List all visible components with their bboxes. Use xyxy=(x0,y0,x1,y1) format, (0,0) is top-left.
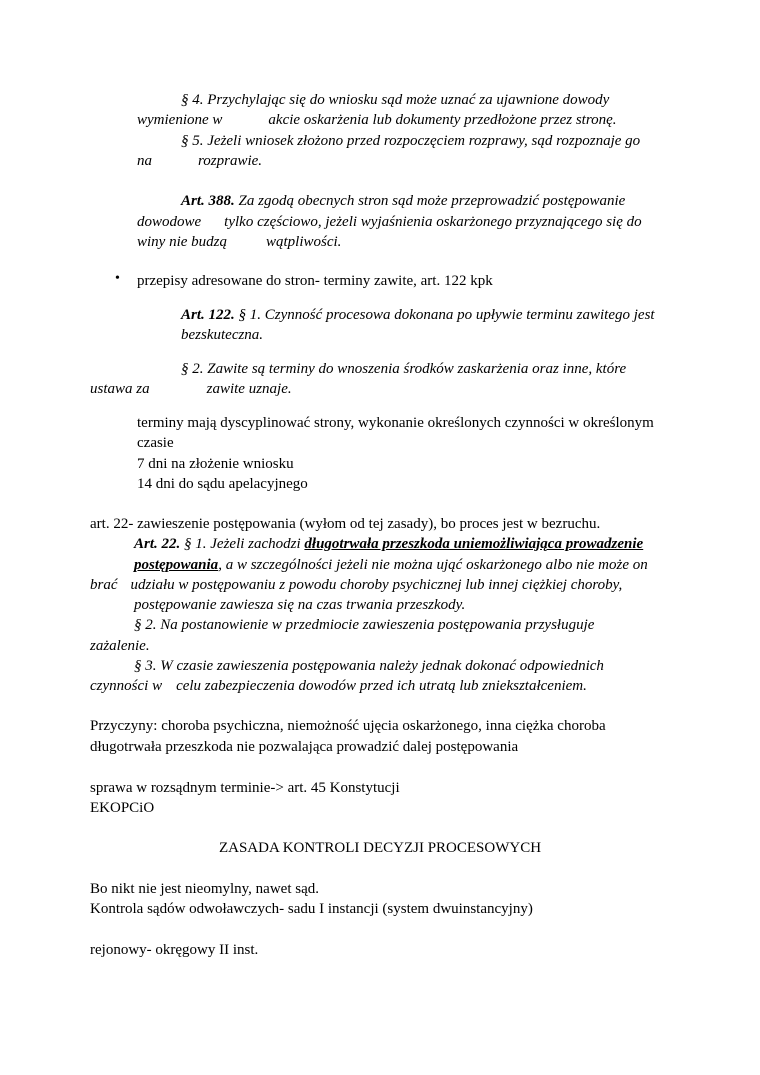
art22-p2-line1: § 2. Na postanowienie w przedmiocie zawieszenia postępowania przysługuje xyxy=(134,617,595,633)
terms-line3: 7 dni na złożenie wniosku xyxy=(137,456,294,472)
text-span: zawite uznaje. xyxy=(206,381,292,397)
bullet-text: przepisy adresowane do stron- terminy zawite, art. 122 kpk xyxy=(137,273,493,289)
text-span: § 1. Czynność procesowa dokonana po upływie terminu zawitego jest xyxy=(234,307,655,323)
art22-emphasis: długotrwała przeszkoda uniemożliwiająca prowadzenie xyxy=(304,536,644,552)
text-span: celu zabezpieczenia dowodów przed ich utratą lub zniekształceniem. xyxy=(176,678,587,694)
art122-label: Art. 122. xyxy=(181,307,235,323)
text-span: dowodowe xyxy=(137,214,202,230)
text-span: brać xyxy=(90,577,118,593)
art22-p2-line2: zażalenie. xyxy=(90,638,150,654)
causes-line2: długotrwała przeszkoda nie pozwalająca prowadzić dalej postępowania xyxy=(90,739,519,755)
reasonable-line1: sprawa w rozsądnym terminie-> art. 45 Konstytucji xyxy=(90,780,400,796)
art122-line1 xyxy=(181,305,655,325)
terms-line4: 14 dni do sądu apelacyjnego xyxy=(137,476,308,492)
art22-line1 xyxy=(134,534,643,554)
art22-p3-line1: § 3. W czasie zawieszenia postępowania należy jednak dokonać odpowiednich xyxy=(134,658,604,674)
causes-line1: Przyczyny: choroba psychiczna, niemożność ujęcia oskarżonego, inna ciężka choroba xyxy=(90,718,606,734)
text-span: rozprawie. xyxy=(198,153,263,169)
art387-p5-line2 xyxy=(137,151,262,171)
art388-line2 xyxy=(137,212,642,232)
terms-line1: terminy mają dyscyplinować strony, wykonanie określonych czynności w określonym xyxy=(137,415,654,431)
text-span: udziału w postępowaniu z powodu choroby psychicznej lub innej ciężkiej choroby, xyxy=(130,577,623,593)
art387-p4-line2 xyxy=(137,110,617,130)
text-span: akcie oskarżenia lub dokumenty przedłożone przez stronę. xyxy=(268,112,617,128)
art122-line2: bezskuteczna. xyxy=(181,327,264,343)
art122-p2-line2 xyxy=(90,379,292,399)
text-span: tylko częściowo, jeżeli wyjaśnienia oskarżonego przyznającego się do xyxy=(224,214,642,230)
text-span: ustawa za xyxy=(90,381,150,397)
text-span: wymienione w xyxy=(137,112,223,128)
art388-label: Art. 388. xyxy=(181,193,235,209)
text-span: , a w szczególności jeżeli nie można ująć oskarżonego albo nie może on xyxy=(218,557,648,573)
courts-line: rejonowy- okręgowy II inst. xyxy=(90,942,259,958)
section-heading: ZASADA KONTROLI DECYZJI PROCESOWYCH xyxy=(218,840,542,856)
text-span: Za zgodą obecnych stron sąd może przeprowadzić postępowanie xyxy=(234,193,626,209)
art22-intro: art. 22- zawieszenie postępowania (wyłom od tej zasady), bo proces jest w bezruchu. xyxy=(90,516,601,532)
art388-line3 xyxy=(137,232,341,252)
art122-p2-line1: § 2. Zawite są terminy do wnoszenia środków zaskarżenia oraz inne, które xyxy=(181,361,627,377)
art388-line1 xyxy=(181,191,625,211)
terms-line2: czasie xyxy=(137,435,174,451)
art22-emphasis-cont: postępowania xyxy=(134,557,219,573)
text-span: czynności w xyxy=(90,678,163,694)
text-span: § 1. Jeżeli zachodzi xyxy=(180,536,305,552)
art22-line4: postępowanie zawiesza się na czas trwania przeszkody. xyxy=(134,597,466,613)
text-span: na xyxy=(137,153,152,169)
art387-p4-line1: § 4. Przychylając się do wniosku sąd może uznać za ujawnione dowody xyxy=(181,92,610,108)
art22-label: Art. 22. xyxy=(134,536,181,552)
control-line1: Bo nikt nie jest nieomylny, nawet sąd. xyxy=(90,881,319,897)
control-line2: Kontrola sądów odwoławczych- sadu I instancji (system dwuinstancyjny) xyxy=(90,901,533,917)
reasonable-line2: EKOPCiO xyxy=(90,800,155,816)
art22-line3 xyxy=(90,575,622,595)
text-span: winy nie budzą xyxy=(137,234,227,250)
art387-p5-line1: § 5. Jeżeli wniosek złożono przed rozpoczęciem rozprawy, sąd rozpoznaje go xyxy=(181,133,641,149)
art22-p3-line2 xyxy=(90,676,587,696)
bullet-icon: • xyxy=(115,271,120,286)
text-span: wątpliwości. xyxy=(266,234,342,250)
art22-line2 xyxy=(134,555,648,575)
